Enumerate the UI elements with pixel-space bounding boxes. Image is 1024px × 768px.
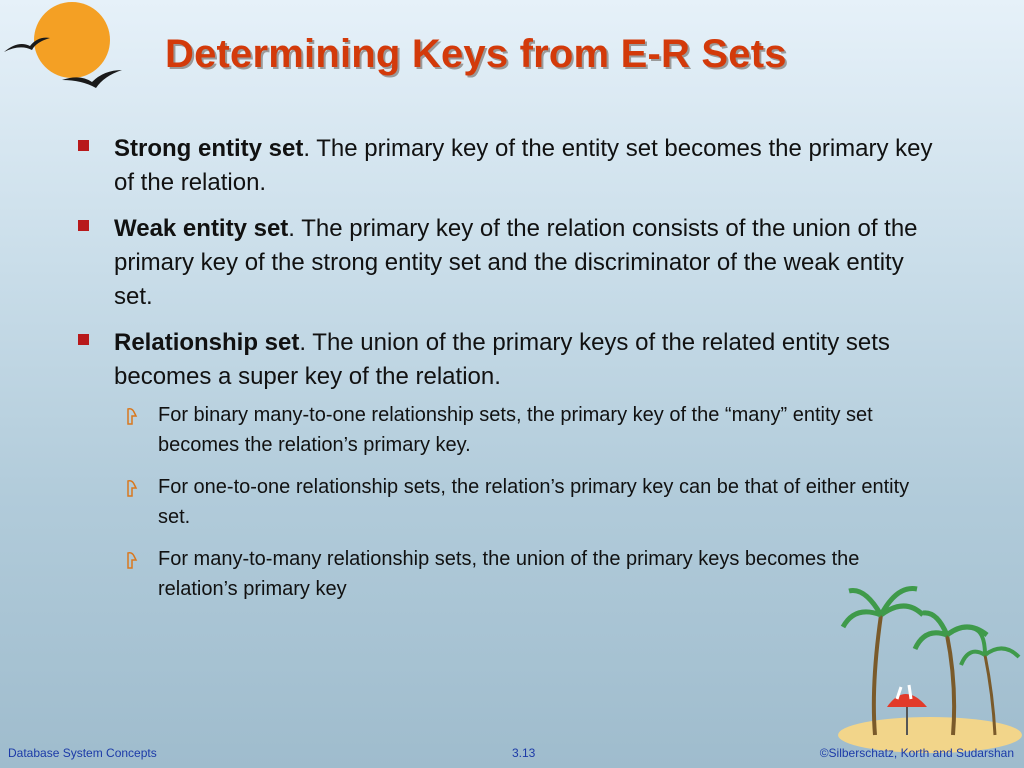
bullet-body: . The primary key of the relation consists of the union of the primary key of the strong entity set and the discriminator of the weak entity set. [114,215,918,310]
leaf-bullet-icon [124,406,140,426]
bullet-term: Weak entity set [114,215,289,242]
square-bullet-icon [78,220,89,231]
palm-island-icon [835,575,1024,755]
sub-bullet-text: For binary many-to-one relationship sets, the primary key of the “many” entity set becomes the relation’s primary key. [158,404,873,456]
square-bullet-icon [78,140,89,151]
bullet-text [114,326,938,394]
bullet-item [78,326,938,604]
bullet-text [114,212,938,314]
bullet-item [78,132,938,200]
square-bullet-icon [78,334,89,345]
sun-with-birds-icon [0,0,140,100]
slide-title: Determining Keys from E-R Sets [165,32,787,76]
bullet-body: . The primary key of the entity set becomes the primary key of the relation. [114,135,933,196]
sub-bullet-item [114,400,938,460]
sub-bullet-text: For one-to-one relationship sets, the relation’s primary key can be that of either entity set. [158,476,910,528]
leaf-bullet-icon [124,478,140,498]
leaf-bullet-icon [124,550,140,570]
footer-right: ©Silberschatz, Korth and Sudarshan [819,746,1014,760]
sub-bullet-item [114,544,938,604]
footer-center: 3.13 [512,746,536,760]
bullet-text [114,132,938,200]
bullet-term: Relationship set [114,329,300,356]
footer-left: Database System Concepts [8,746,157,760]
sub-bullet-text: For many-to-many relationship sets, the union of the primary keys becomes the relation’s primary key [158,548,860,600]
slide-content [78,132,938,616]
sub-bullet-list [114,400,938,604]
bullet-term: Strong entity set [114,135,304,162]
sub-bullet-item [114,472,938,532]
bullet-body: . The union of the primary keys of the related entity sets becomes a super key of the relation. [114,329,890,390]
bullet-item [78,212,938,314]
